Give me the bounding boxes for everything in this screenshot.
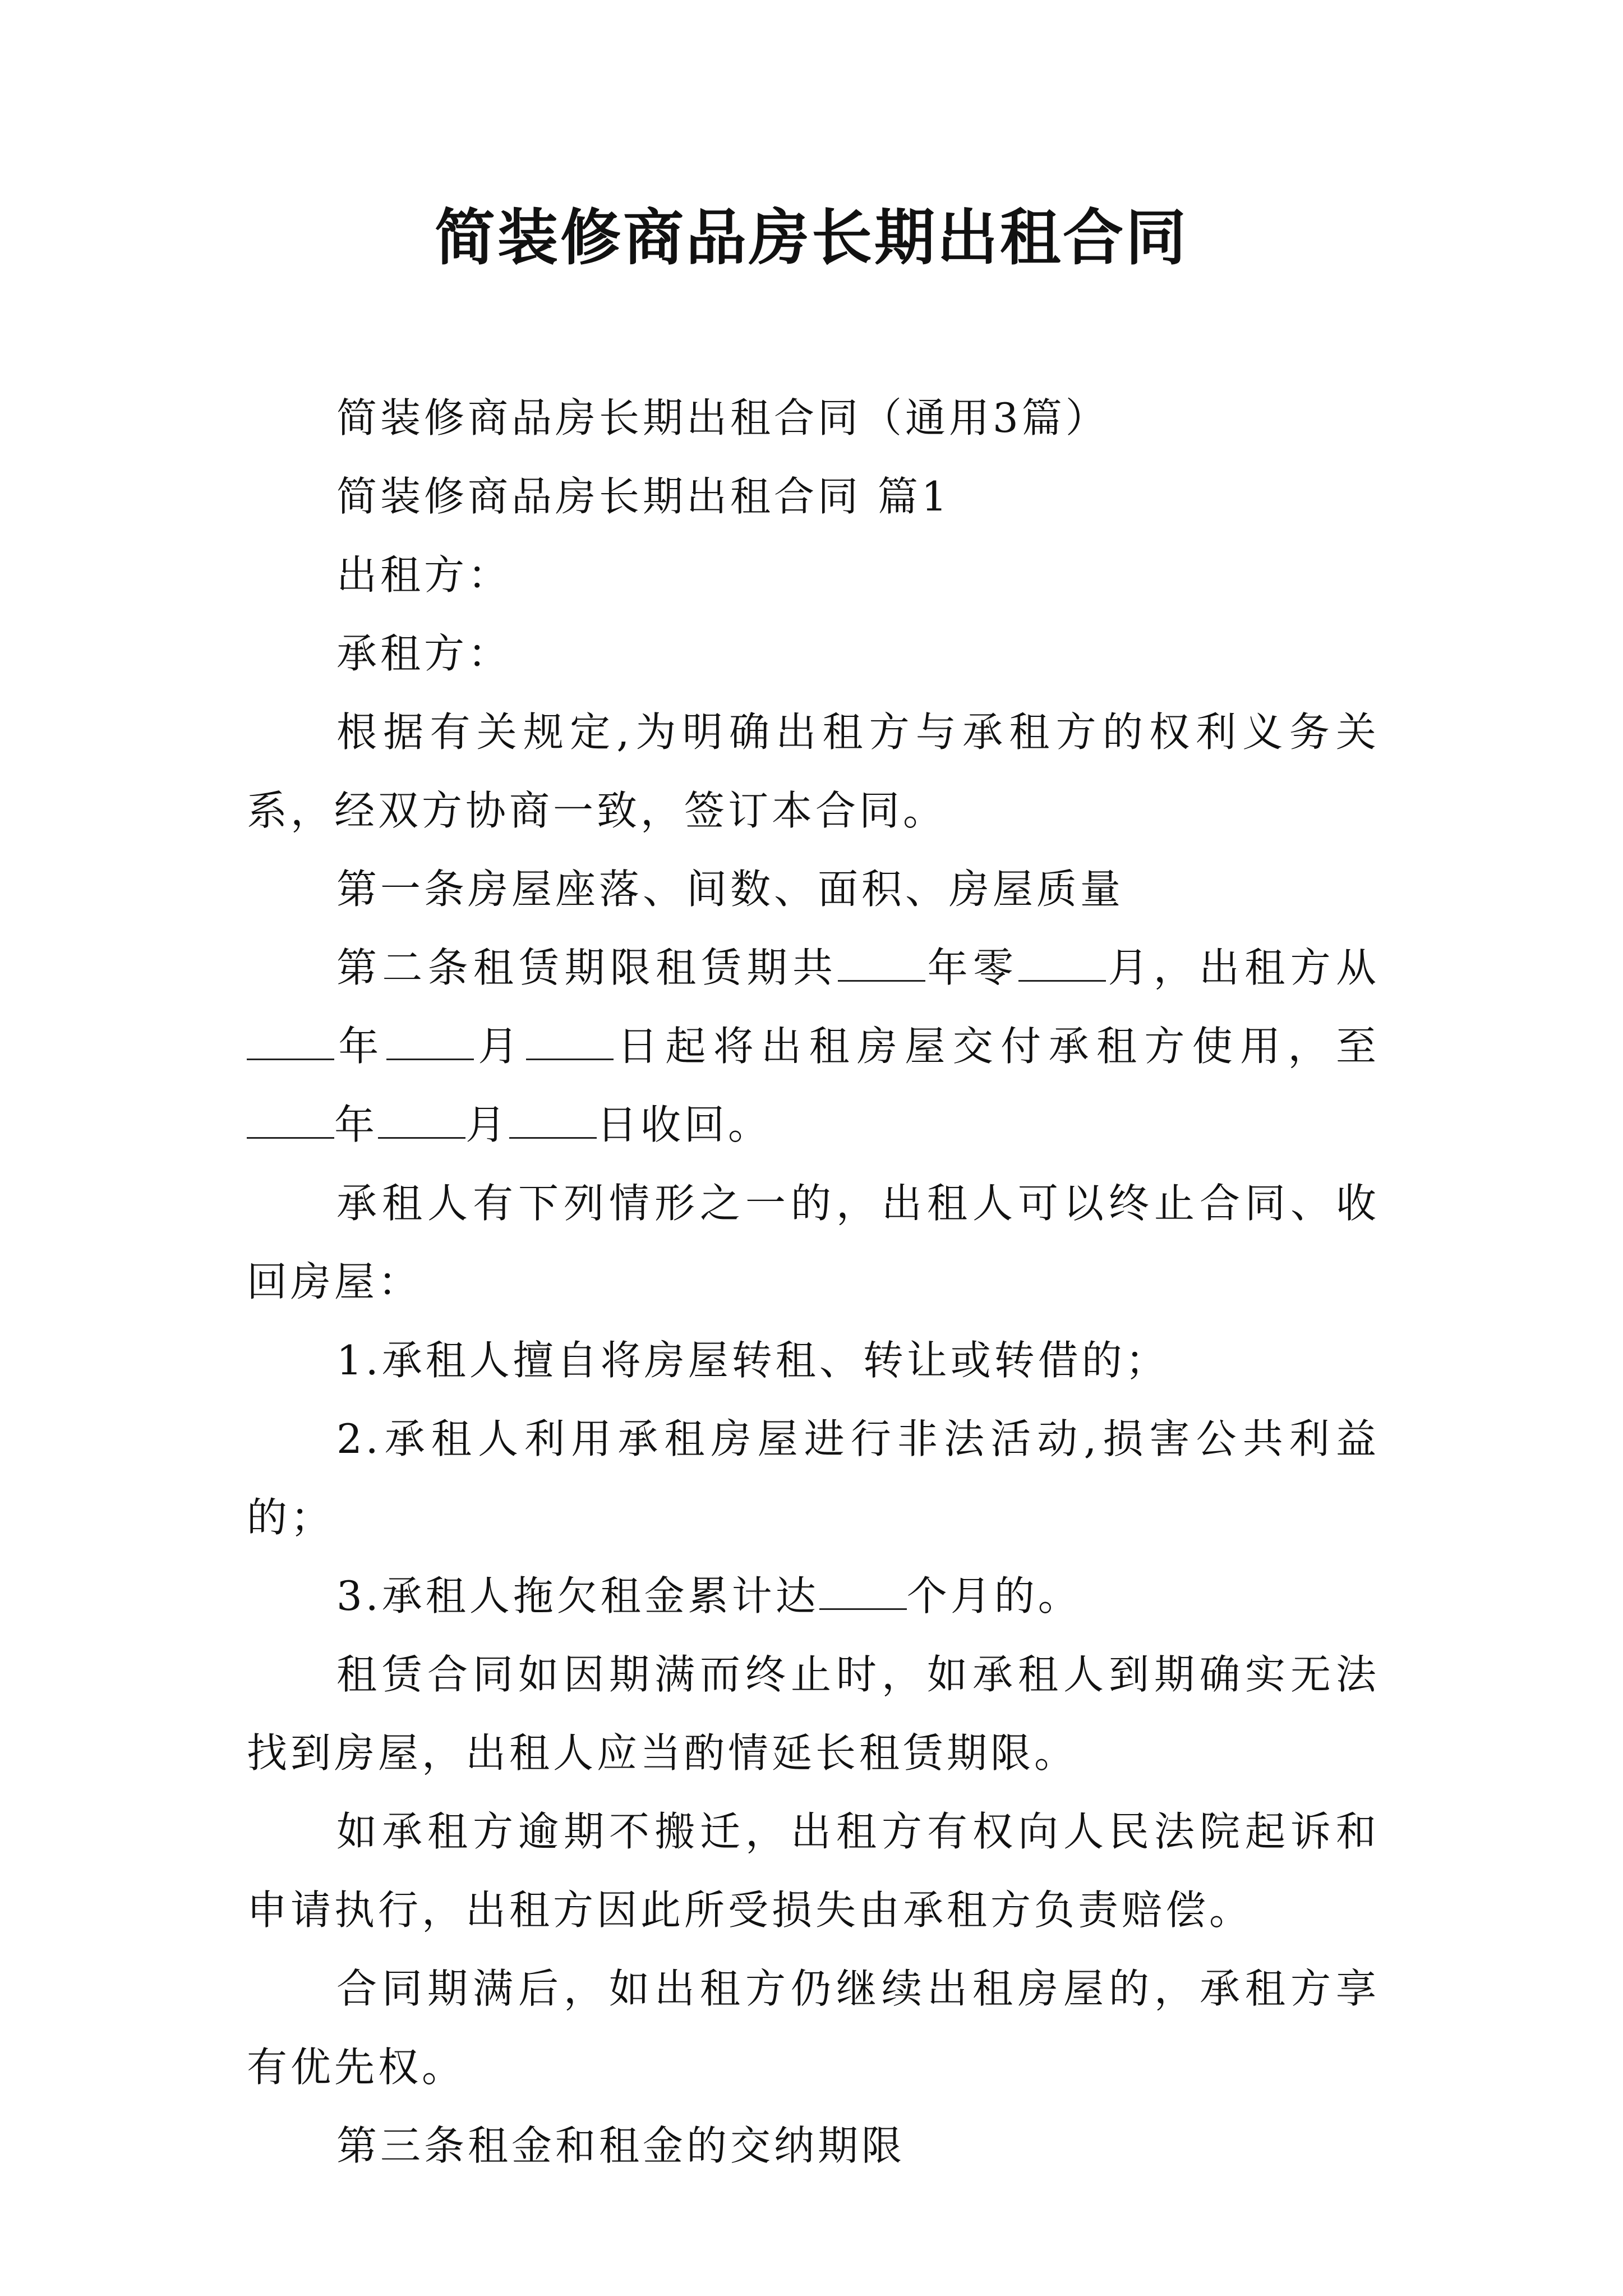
text-segment: 第二条租赁期限租赁期共 bbox=[336, 944, 838, 991]
text-segment: 年 bbox=[334, 1023, 386, 1070]
paragraph-subtitle: 简装修商品房长期出租合同（通用3篇） bbox=[336, 394, 1109, 441]
document-body bbox=[247, 379, 1380, 2185]
text-segment: 月 bbox=[473, 1023, 526, 1070]
blank-line bbox=[526, 1025, 614, 1060]
paragraph-overdue: 如承租方逾期不搬迁，出租方有权向人民法院起诉和申请执行，出租方因此所受损失由承租方负责赔偿。 bbox=[247, 1808, 1380, 1934]
text-segment: 月 bbox=[465, 1101, 510, 1148]
paragraph-item-1: 1.承租人擅自将房屋转租、转让或转借的； bbox=[336, 1337, 1169, 1384]
paragraph-article-3: 第三条租金和租金的交纳期限 bbox=[336, 2122, 906, 2169]
text-segment: 日起将出租房屋交付承租方使用，至 bbox=[613, 1023, 1380, 1070]
paragraph-item-3 bbox=[247, 1557, 1380, 1635]
text-segment: 年零 bbox=[925, 944, 1019, 991]
blank-line bbox=[378, 1103, 465, 1139]
paragraph-preamble: 根据有关规定,为明确出租方与承租方的权利义务关系，经双方协商一致，签订本合同。 bbox=[247, 708, 1380, 834]
blank-line bbox=[1018, 946, 1106, 982]
blank-line bbox=[247, 1103, 334, 1139]
blank-line bbox=[386, 1025, 474, 1060]
paragraph-article-2 bbox=[247, 928, 1380, 1164]
paragraph-lessee: 承租方： bbox=[336, 630, 512, 677]
paragraph-lessor: 出租方： bbox=[336, 551, 512, 599]
blank-line bbox=[509, 1103, 597, 1139]
paragraph-section-heading: 简装修商品房长期出租合同 篇1 bbox=[336, 473, 951, 520]
text-segment: 3.承租人拖欠租金累计达 bbox=[336, 1572, 819, 1619]
blank-line bbox=[247, 1025, 334, 1060]
paragraph-extension: 租赁合同如因期满而终止时，如承租人到期确实无法找到房屋，出租人应当酌情延长租赁期限。 bbox=[247, 1651, 1380, 1777]
paragraph-termination: 承租人有下列情形之一的，出租人可以终止合同、收回房屋： bbox=[247, 1180, 1380, 1305]
document-title: 简装修商品房长期出租合同 bbox=[434, 203, 1188, 273]
text-segment: 年 bbox=[334, 1101, 379, 1148]
paragraph-priority: 合同期满后，如出租方仍继续出租房屋的，承租方享有优先权。 bbox=[247, 1965, 1380, 2091]
paragraph-item-2: 2.承租人利用承租房屋进行非法活动,损害公共利益的； bbox=[247, 1415, 1380, 1541]
text-segment: 月，出租方从 bbox=[1106, 944, 1380, 991]
text-segment: 日收回。 bbox=[597, 1101, 772, 1148]
text-segment: 个月的。 bbox=[906, 1572, 1082, 1619]
blank-line bbox=[819, 1575, 907, 1610]
blank-line bbox=[838, 946, 925, 982]
paragraph-article-1: 第一条房屋座落、间数、面积、房屋质量 bbox=[336, 866, 1124, 913]
